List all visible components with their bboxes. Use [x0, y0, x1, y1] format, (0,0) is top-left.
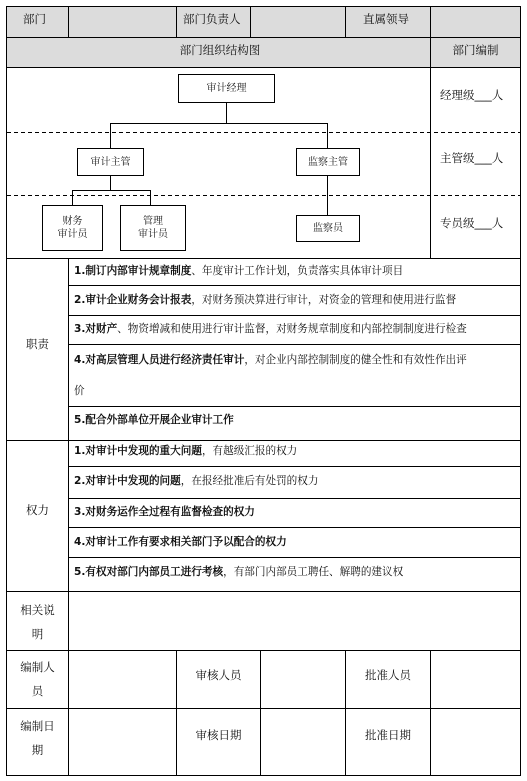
duty-item-4-cont: 价 [74, 385, 85, 397]
org-node-inspection-supervisor: 监察主管 [296, 148, 360, 176]
approver-label: 批准人员 [365, 668, 411, 682]
power-item-2: 2.对审计中发现的问题，在报经批准后有处罚的权力 [74, 475, 319, 487]
staffing-title: 部门编制 [452, 43, 499, 57]
power-item-5: 5.有权对部门内部员工进行考核，有部门内部员工聘任、解聘的建议权 [74, 566, 404, 578]
review-date-label: 审核日期 [195, 728, 242, 742]
direct-leader-label: 直属领导 [363, 12, 409, 26]
org-node-finance-auditor: 财务 审计员 [42, 205, 103, 251]
org-chart-title: 部门组织结构图 [179, 43, 261, 57]
org-node-management-auditor: 管理 审计员 [120, 205, 186, 251]
prepared-by-label: 编制人 员 [20, 660, 55, 698]
powers-label: 权力 [26, 503, 49, 517]
staffing-supervisor: 主管级___人 [440, 151, 504, 165]
staffing-specialist: 专员级___人 [440, 216, 504, 230]
org-node-audit-supervisor: 审计主管 [77, 148, 144, 176]
power-item-1: 1.对审计中发现的重大问题，有越级汇报的权力 [74, 445, 298, 457]
staffing-manager: 经理级___人 [440, 88, 504, 102]
duty-item-1: 1.制订内部审计规章制度、年度审计工作计划，负责落实具体审计项目 [74, 265, 404, 277]
duty-item-3: 3.对财产、物资增减和使用进行审计监督，对财务规章制度和内部控制制度进行检查 [74, 323, 467, 335]
reviewer-label: 审核人员 [195, 668, 242, 682]
org-node-inspector: 监察员 [296, 215, 360, 242]
dept-head-label: 部门负责人 [183, 12, 241, 26]
dept-label: 部门 [23, 12, 46, 26]
duty-item-4: 4.对高层管理人员进行经济责任审计，对企业内部控制制度的健全性和有效性作出评 [74, 354, 467, 366]
approve-date-label: 批准日期 [365, 728, 411, 742]
duty-item-5: 5.配合外部单位开展企业审计工作 [74, 414, 234, 426]
power-item-3: 3.对财务运作全过程有监督检查的权力 [74, 506, 255, 518]
duty-item-2: 2.审计企业财务会计报表，对财务预决算进行审计，对资金的管理和使用进行监督 [74, 294, 457, 306]
org-node-audit-manager: 审计经理 [178, 74, 275, 103]
notes-label: 相关说 明 [20, 603, 55, 641]
power-item-4: 4.对审计工作有要求相关部门予以配合的权力 [74, 536, 287, 548]
duties-label: 职责 [26, 337, 49, 351]
prepared-date-label: 编制日 期 [20, 719, 55, 757]
